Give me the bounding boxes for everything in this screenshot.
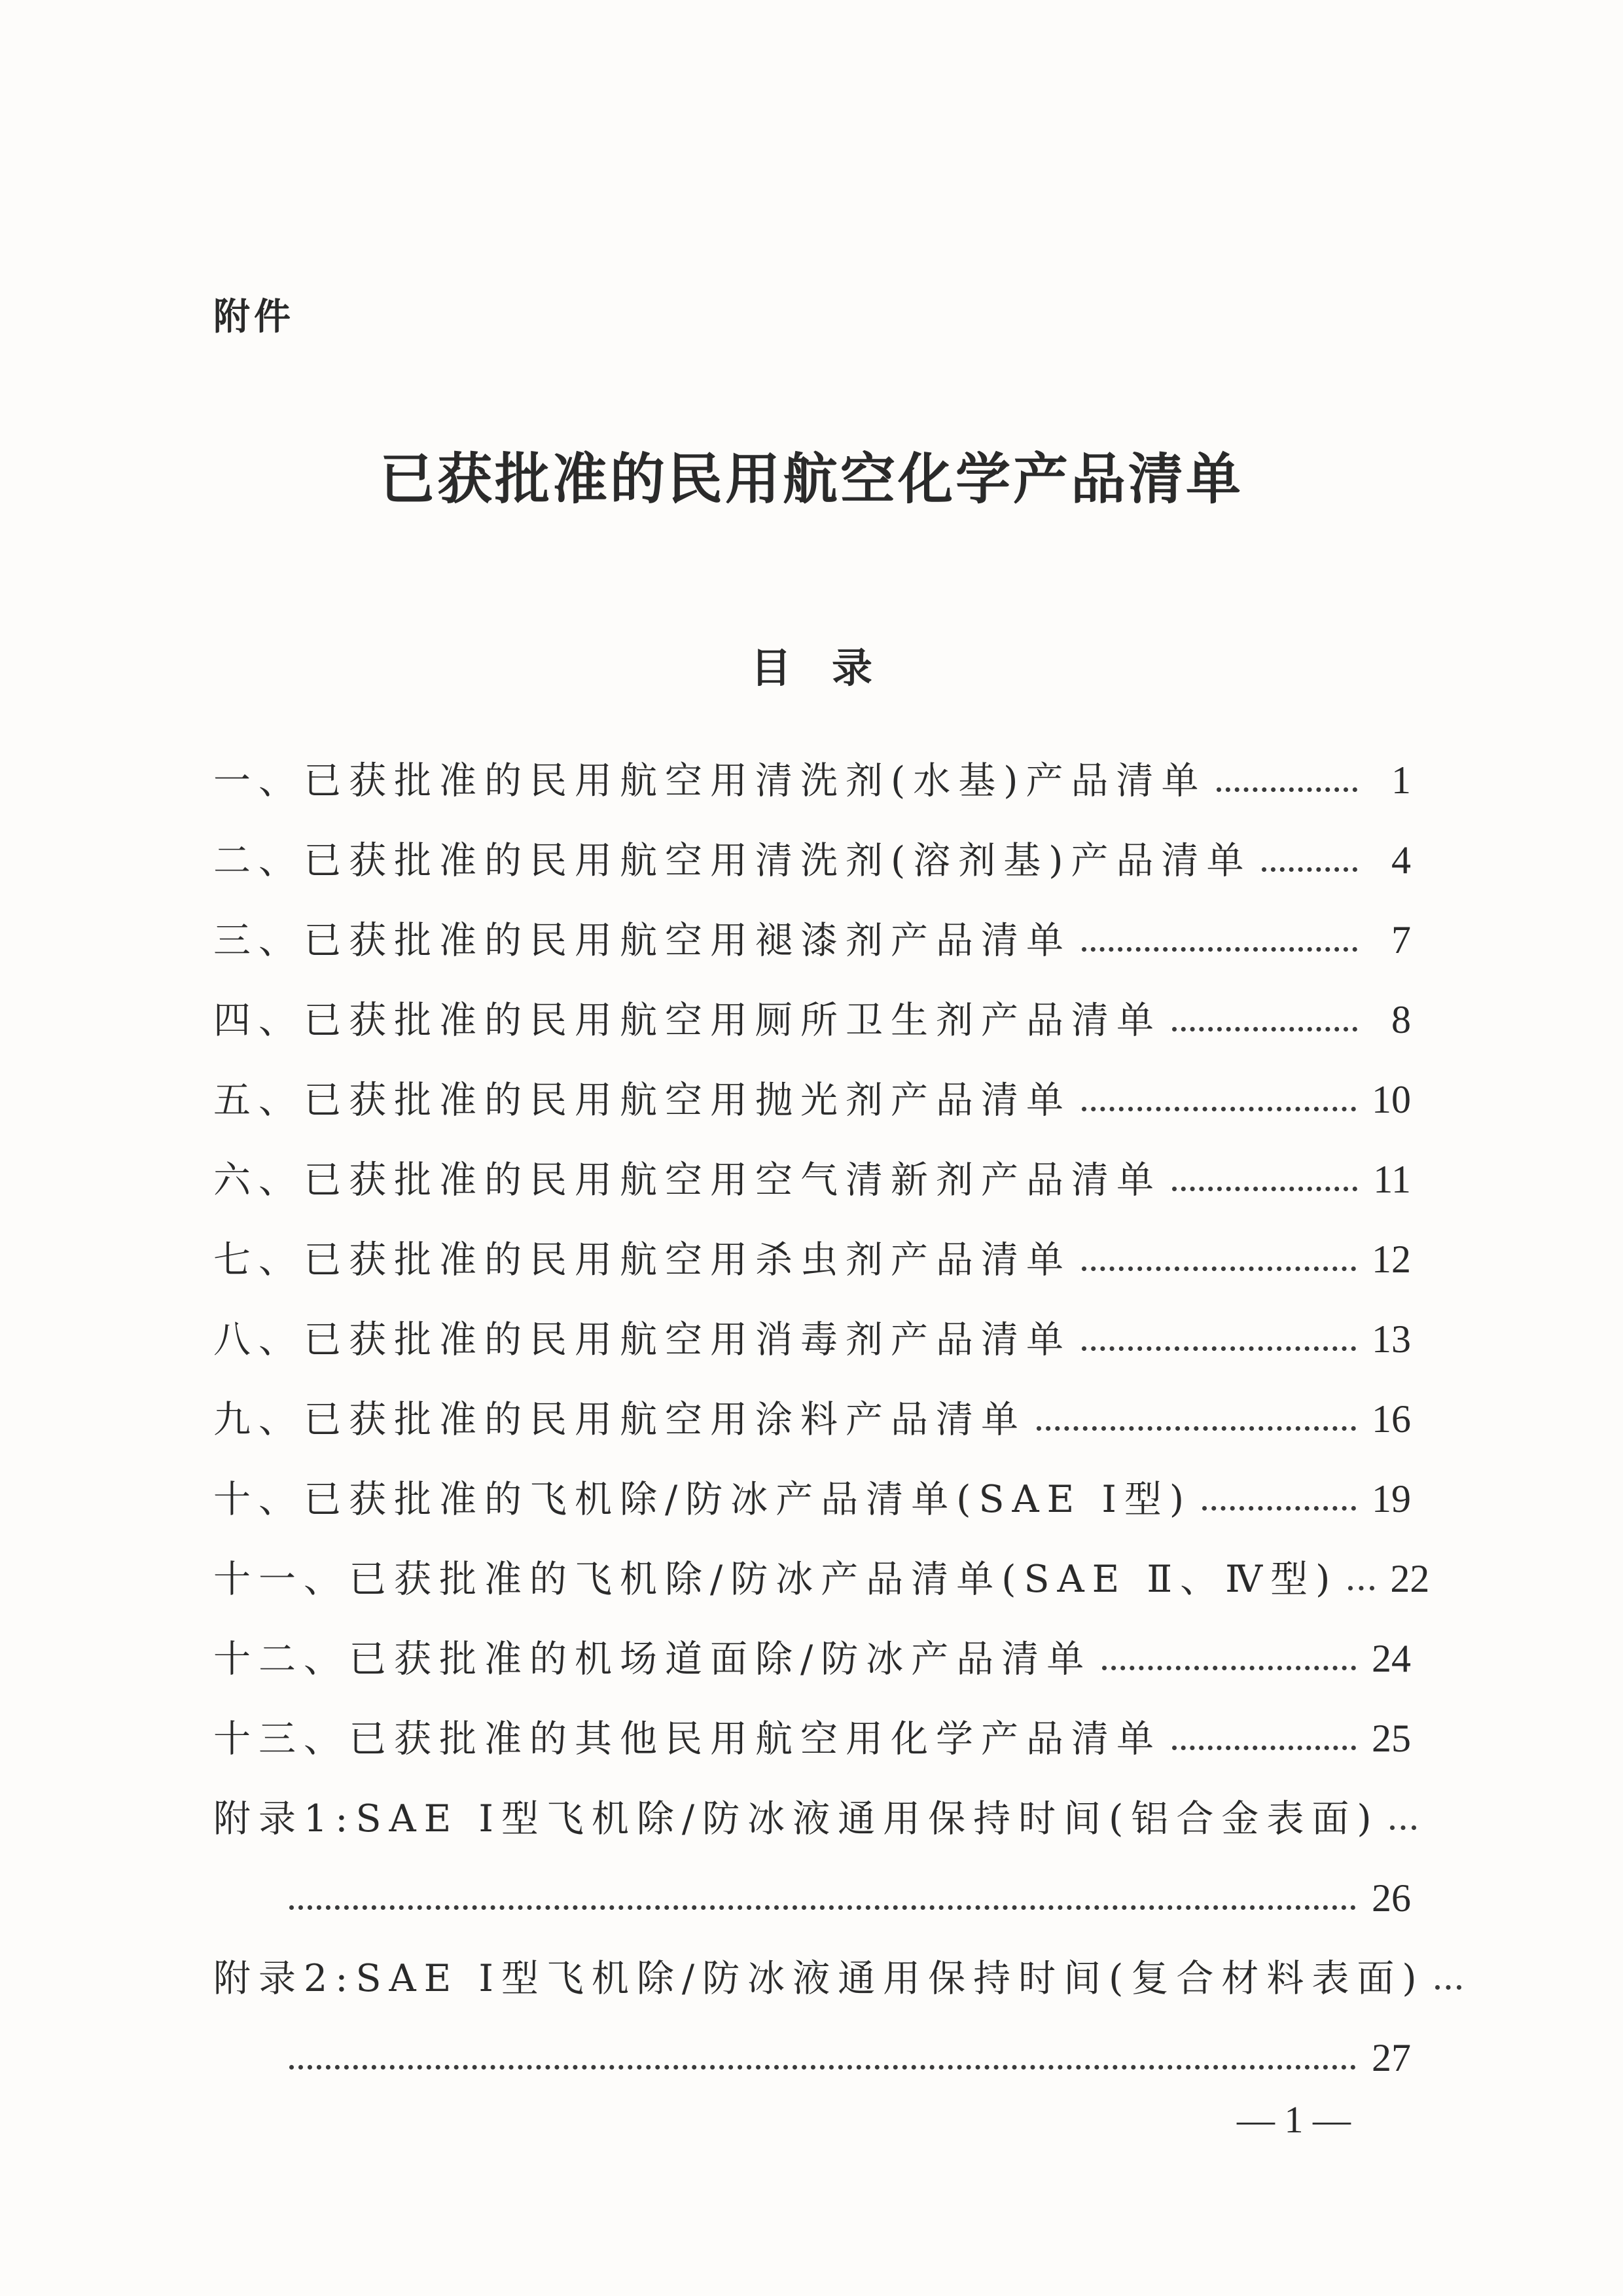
toc-entry-8[interactable]	[213, 1279, 1411, 1359]
toc-entry-label: 三、已获批准的民用航空用褪漆剂产品清单	[213, 919, 1071, 962]
dot-leader	[1172, 1027, 1357, 1031]
toc-entry-11[interactable]	[213, 1518, 1430, 1601]
dot-leader	[1172, 1187, 1357, 1191]
toc-entry-page: 12	[1372, 1238, 1411, 1281]
dot-leader	[1082, 947, 1357, 952]
toc-entry-appendix-1[interactable]	[213, 1758, 1411, 1838]
toc-entry-label: 五、已获批准的民用航空用抛光剂产品清单	[213, 1079, 1071, 1122]
toc-entry-label: 十二、已获批准的机场道面除/防冰产品清单	[213, 1638, 1092, 1681]
dot-leader	[1082, 1266, 1356, 1271]
toc-entry-7[interactable]	[213, 1199, 1411, 1282]
attachment-label: 附件	[213, 296, 294, 338]
toc-entry-page: 19	[1372, 1477, 1411, 1520]
toc-entry-label: 十、已获批准的飞机除/防冰产品清单(SAE Ⅰ型)	[213, 1478, 1192, 1521]
dot-leader	[1390, 1825, 1416, 1830]
toc-entry-10[interactable]	[213, 1439, 1411, 1521]
dot-leader	[289, 1905, 1356, 1910]
dot-leader	[1082, 1107, 1356, 1111]
toc-entry-page: 4	[1391, 838, 1411, 882]
toc-entry-13[interactable]	[213, 1678, 1411, 1761]
toc-entry-label: 十一、已获批准的飞机除/防冰产品清单(SAE Ⅱ、Ⅳ型)	[213, 1558, 1338, 1601]
dot-leader	[1172, 1746, 1356, 1750]
toc-entry-9[interactable]	[213, 1359, 1411, 1439]
toc-entry-label: 六、已获批准的民用航空用空气清新剂产品清单	[213, 1158, 1162, 1202]
toc-entry-5[interactable]	[213, 1039, 1411, 1122]
toc-entry-page: 10	[1372, 1078, 1411, 1121]
toc-entry-6[interactable]	[213, 1119, 1411, 1202]
toc-entry-label: 一、已获批准的民用航空用清洗剂(水基)产品清单	[213, 759, 1207, 802]
toc-entry-12[interactable]	[213, 1598, 1411, 1681]
dot-leader	[1037, 1426, 1356, 1431]
toc-entry-3[interactable]	[213, 880, 1411, 960]
toc-entry-label: 附录1:SAE Ⅰ型飞机除/防冰液通用保持时间(铝合金表面)	[213, 1797, 1380, 1840]
toc-entry-page: 11	[1373, 1158, 1411, 1201]
toc-entry-label: 九、已获批准的民用航空用涂料产品清单	[213, 1398, 1026, 1441]
toc-entry-label: 十三、已获批准的其他民用航空用化学产品清单	[213, 1717, 1162, 1761]
table-of-contents	[213, 720, 1430, 2079]
toc-entry-label: 七、已获批准的民用航空用杀虫剂产品清单	[213, 1238, 1071, 1282]
toc-entry-appendix-2-continued	[213, 1998, 1411, 2077]
toc-entry-appendix-2[interactable]	[213, 1918, 1425, 2000]
toc-entry-page: 22	[1390, 1557, 1430, 1600]
toc-entry-4[interactable]	[213, 960, 1411, 1042]
toc-entry-2[interactable]	[213, 800, 1411, 880]
toc-entry-page: 25	[1372, 1717, 1411, 1760]
toc-entry-page: 26	[1372, 1876, 1411, 1920]
toc-entry-page: 8	[1391, 998, 1411, 1041]
toc-entry-appendix-1-continued	[213, 1838, 1411, 1918]
dot-leader	[1102, 1666, 1356, 1670]
toc-entry-label: 八、已获批准的民用航空用消毒剂产品清单	[213, 1318, 1071, 1361]
toc-heading: 目 录	[750, 644, 872, 692]
document-title: 已获批准的民用航空化学产品清单	[379, 447, 1243, 511]
dot-leader	[1202, 1506, 1356, 1511]
dot-leader	[289, 2065, 1356, 2070]
toc-entry-page: 1	[1391, 759, 1411, 802]
dot-leader	[1435, 1985, 1461, 1990]
toc-entry-label: 附录2:SAE Ⅰ型飞机除/防冰液通用保持时间(复合材料表面)	[213, 1957, 1425, 2000]
toc-entry-1[interactable]	[213, 720, 1411, 800]
toc-entry-page: 13	[1372, 1318, 1411, 1361]
dot-leader	[1348, 1586, 1374, 1590]
toc-entry-page: 24	[1372, 1637, 1411, 1680]
dot-leader	[1262, 867, 1357, 872]
toc-entry-page: 16	[1372, 1397, 1411, 1441]
page-number: — 1 —	[1237, 2098, 1351, 2141]
toc-entry-page: 7	[1391, 918, 1411, 961]
dot-leader	[1082, 1346, 1356, 1351]
toc-entry-page: 27	[1372, 2036, 1411, 2079]
dot-leader	[1217, 787, 1357, 792]
toc-entry-label: 四、已获批准的民用航空用厕所卫生剂产品清单	[213, 999, 1162, 1042]
toc-entry-label: 二、已获批准的民用航空用清洗剂(溶剂基)产品清单	[213, 839, 1252, 882]
